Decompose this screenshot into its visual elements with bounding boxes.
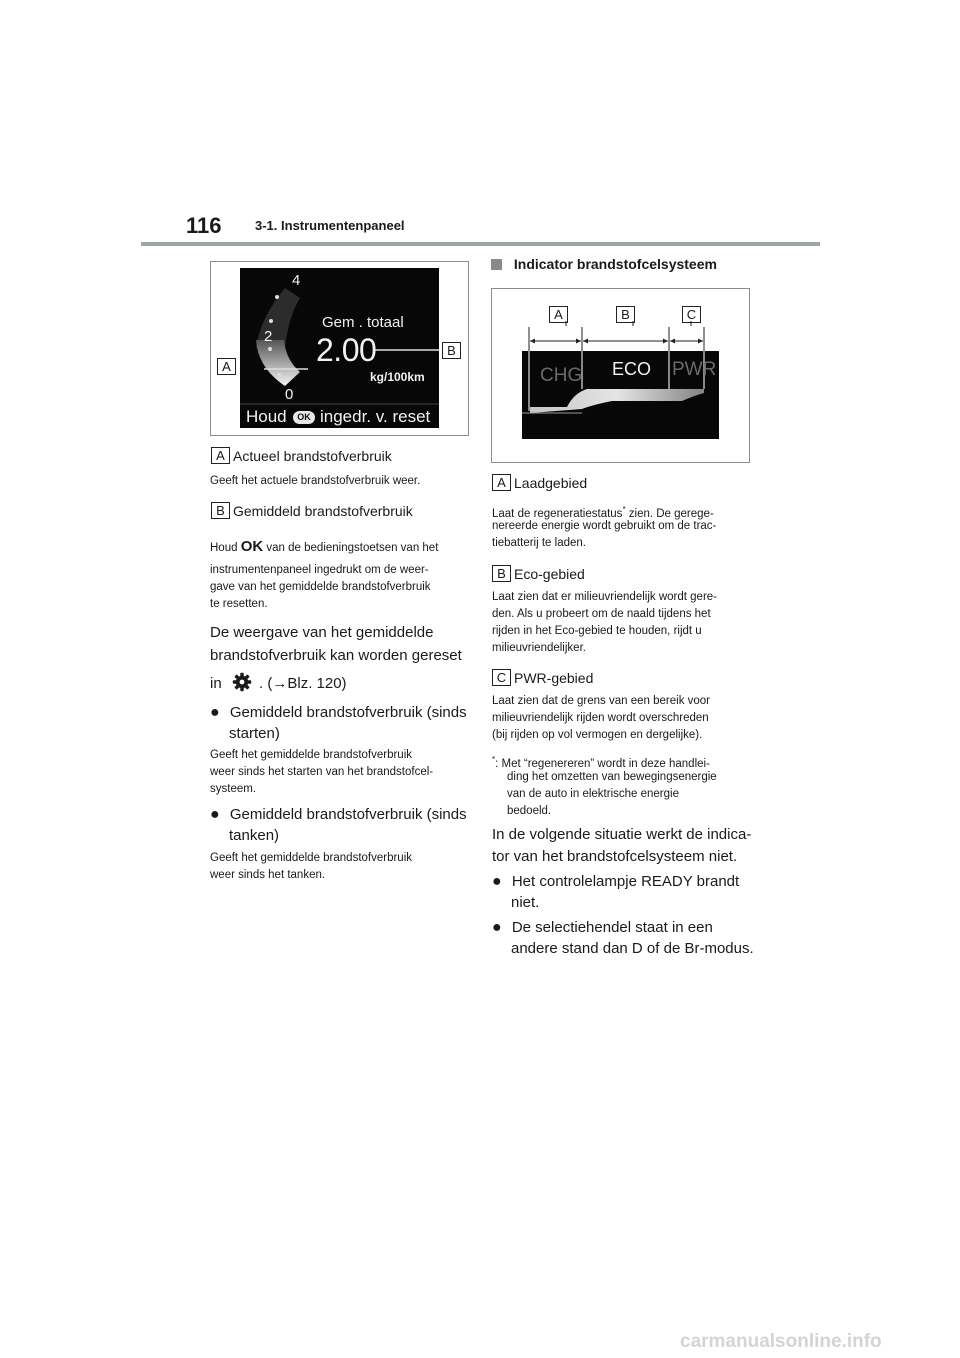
item-b-desc-line4: te resetten. [210, 598, 268, 610]
right-item-a-desc2: nereerde energie wordt gebruikt om de trac- [492, 520, 717, 532]
display-screen [240, 268, 439, 428]
indicator-chg-label: CHG [540, 365, 583, 386]
item-b-desc-line1 [210, 537, 438, 558]
right-item-c-desc1: Laat zien dat de grens van een bereik voor [492, 695, 711, 707]
indicator-dimension-lines [492, 289, 749, 359]
display-title: Gem . totaal [322, 314, 404, 331]
page-reference: . (→Blz. 120) [259, 675, 347, 692]
right-item-a-desc3: tiebatterij te laden. [492, 537, 586, 549]
indicator-tag-a: A [549, 306, 568, 323]
reset-para-line2: brandstofverbruik kan worden gereset [210, 647, 462, 664]
ok-badge [293, 411, 315, 424]
scale-label-mid: 2 [264, 328, 273, 345]
right-para-line1: In de volgende situatie werkt de indica- [492, 826, 752, 843]
callout-b: B [442, 342, 461, 359]
right-item-b-desc3: rijden in het Eco-gebied te houden, rijdt u [492, 625, 702, 637]
item-a-tag: A [211, 447, 230, 464]
left-bullet-1-desc1: Geeft het gemiddelde brandstofverbruik [210, 749, 413, 761]
reset-para-in: in [210, 675, 222, 692]
right-item-c-title: PWR-gebied [514, 670, 594, 686]
right-bullet-2-line1: De selectiehendel staat in een [511, 919, 713, 936]
right-item-a-desc1-pre: Laat de regeneratiestatus [492, 507, 623, 520]
right-heading [491, 256, 717, 272]
display-unit: kg/100km [370, 370, 425, 384]
reset-para-line1: De weergave van het gemiddelde [210, 624, 434, 641]
item-b-title: Gemiddeld brandstofverbruik [233, 503, 413, 519]
scale-label-top: 4 [292, 272, 301, 289]
right-item-a-title: Laadgebied [514, 475, 588, 491]
footnote-line3: van de auto in elektrische energie [507, 788, 679, 800]
bullet-icon: ● [492, 919, 502, 936]
right-item-b-desc2: den. Als u probeert om de naald tijdens het [492, 608, 711, 620]
left-bullet-2-desc2: weer sinds het tanken. [210, 869, 326, 881]
gear-icon [232, 672, 252, 699]
indicator-tag-b: B [616, 306, 635, 323]
reset-text: ingedr. v. reset [320, 407, 431, 426]
item-a-desc: Geeft het actuele brandstofverbruik weer. [210, 475, 421, 487]
bullet-icon: ● [210, 704, 220, 721]
page-number: 116 [186, 213, 222, 238]
footnote-star: * [492, 755, 496, 764]
left-bullet-2-line2: tanken) [229, 827, 280, 844]
left-bullet-1-desc2: weer sinds het starten van het brandstofcel- [210, 766, 434, 778]
right-item-a-desc1-post: zien. De gerege- [625, 507, 714, 520]
right-bullet-1-line1: Het controlelampje READY brandt [511, 873, 740, 890]
footnote-text1: : Met “regenereren” wordt in deze handlei- [495, 757, 710, 770]
ok-symbol: OK [240, 538, 264, 555]
indicator-figure [491, 288, 750, 463]
footnote-mark: * [622, 505, 626, 514]
right-para-line2: tor van het brandstofcelsysteem niet. [492, 848, 738, 865]
footnote-line2: ding het omzetten van bewegingsenergie [507, 771, 717, 783]
left-bullet-2-desc1: Geeft het gemiddelde brandstofverbruik [210, 852, 413, 864]
heading-square-icon [491, 259, 502, 270]
indicator-eco-label: ECO [612, 359, 652, 379]
right-item-a-tag: A [492, 474, 511, 491]
display-value: 2.00 [316, 332, 377, 368]
left-bullet-1-desc3: systeem. [210, 783, 257, 795]
right-item-c-desc3: (bij rijden op vol vermogen en dergelijke). [492, 729, 703, 741]
ok-badge-text: OK [297, 412, 311, 422]
left-bullet-1-line2: starten) [229, 725, 280, 742]
left-bullet-2 [210, 803, 467, 826]
right-item-b-desc4: milieuvriendelijker. [492, 642, 586, 654]
item-b-desc-line2: instrumentenpaneel ingedrukt om de weer- [210, 564, 429, 576]
right-item-c-desc2: milieuvriendelijk rijden wordt overschreden [492, 712, 709, 724]
item-b-desc-post: van de bedieningstoetsen van het [266, 542, 439, 554]
left-bullet-2-line1: Gemiddeld brandstofverbruik (sinds [229, 806, 467, 823]
gauge-band-filled [256, 340, 300, 386]
item-b-desc-line3: gave van het gemiddelde brandstofverbruik [210, 581, 431, 593]
scale-dot [269, 319, 273, 323]
display-figure [210, 261, 469, 436]
item-a-title: Actueel brandstofverbruik [233, 448, 392, 464]
left-bullet-1-line1: Gemiddeld brandstofverbruik (sinds [229, 704, 467, 721]
indicator-bar-shape [530, 389, 704, 413]
right-item-b-tag: B [492, 565, 511, 582]
right-heading-text: Indicator brandstofcelsysteem [513, 256, 717, 272]
right-item-b-title: Eco-gebied [514, 566, 585, 582]
section-title: 3-1. Instrumentenpaneel [255, 218, 405, 233]
indicator-tag-c: C [682, 306, 701, 323]
right-bullet-2 [492, 916, 713, 939]
left-bullet-1 [210, 701, 467, 724]
reset-para-line3 [210, 672, 347, 699]
bullet-icon: ● [492, 873, 502, 890]
watermark: carmanualsonline.info [680, 1331, 882, 1352]
callout-a: A [217, 358, 236, 375]
footnote-line4: bedoeld. [507, 805, 552, 817]
right-item-b-desc1: Laat zien dat er milieuvriendelijk wordt gere- [492, 591, 717, 603]
hold-word: Houd [246, 407, 287, 426]
header-rule [141, 242, 820, 246]
scale-dot [275, 295, 279, 299]
scale-label-bottom: 0 [285, 386, 294, 403]
scale-dot [277, 373, 281, 377]
bullet-icon: ● [210, 806, 220, 823]
right-bullet-1 [492, 870, 739, 893]
right-bullet-2-line2: andere stand dan D of de Br-modus. [511, 940, 754, 957]
indicator-screen [522, 351, 719, 439]
right-bullet-1-line2: niet. [511, 894, 540, 911]
indicator-pwr-label: PWR [672, 359, 717, 380]
scale-dot [268, 347, 272, 351]
item-b-desc-pre: Houd [210, 542, 238, 554]
right-item-c-tag: C [492, 669, 511, 686]
item-b-tag: B [211, 502, 230, 519]
